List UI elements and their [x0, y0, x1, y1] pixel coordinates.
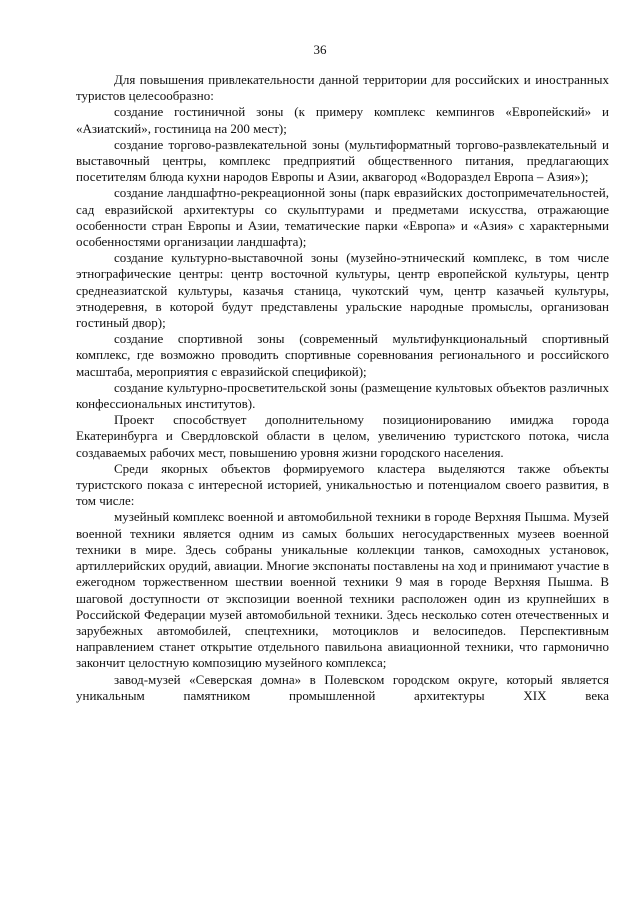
paragraph-anchor-objects: Среди якорных объектов формируемого кластера выделяются также объекты туристского показа с интересной историей, уникальностью и потенциалом своего развития, в том числе: [76, 460, 609, 509]
paragraph-entertainment-zone: создание торгово-развлекательной зоны (мультиформатный торгово-развлекательный и выставочный центры, комплекс предприятий общественного питания, предлагающих посетителям блюда кухни народов Европы и Азии, аквагород «Водораздел Европа – Азия»); [76, 136, 609, 185]
paragraph-intro: Для повышения привлекательности данной территории для российских и иностранных туристов целесообразно: [76, 72, 609, 104]
paragraph-education-zone: создание культурно-просветительской зоны (размещение культовых объектов различных конфессиональных институтов). [76, 379, 609, 412]
body-text [76, 72, 609, 704]
paragraph-hotel-zone: создание гостиничной зоны (к примеру комплекс кемпингов «Европейский» и «Азиатский», гостиница на 200 мест); [76, 104, 609, 136]
paragraph-cultural-zone: создание культурно-выставочной зоны (музейно-этнический комплекс, в том числе этнографические центры: центр восточной культуры, центр европейской культуры, центр среднеазиатской культуры, казачья станица, чукотский чум, центр казачьей культуры, этнодеревня, в которой будут представлены уральские народные промыслы, организован гостиный двор); [76, 250, 609, 331]
paragraph-project-impact: Проект способствует дополнительному позиционированию имиджа города Екатеринбурга и Свердловской области в целом, увеличению туристского потока, числа создаваемых рабочих мест, повышению уровня жизни городского населения. [76, 412, 609, 460]
paragraph-museum-complex: музейный комплекс военной и автомобильной техники в городе Верхняя Пышма. Музей военной техники является одним из самых больших негосударственных музеев военной техники в мире. Здесь собраны уникальные коллекции танков, самоходных установок, артиллерийских орудий, авиации. Многие экспонаты поставлены на ход и принимают участие в ежегодном торжественном шествии военной техники 9 мая в городе Верхняя Пышма. В шаговой доступности от экспозиции военной техники расположен один из крупнейших в Российской Федерации музей автомобильной техники. Здесь несколько сотен отечественных и зарубежных автомобилей, спецтехники, мотоциклов и велосипедов. Перспективным направлением станет открытие отдельного павильона авиационной техники, что гармонично закончит целостную композицию музейного комплекса; [76, 509, 609, 671]
paragraph-severskaya-domna: завод-музей «Северская домна» в Полевском городском округе, который является уникальным памятником промышленной архитектуры XIX века [76, 671, 609, 703]
page-number: 36 [313, 42, 327, 57]
paragraph-sports-zone: создание спортивной зоны (современный мультифункциональный спортивный комплекс, где возможно проводить спортивные соревнования регионального и российского масштаба, мероприятия с евразийской спецификой); [76, 331, 609, 379]
paragraph-landscape-zone: создание ландшафтно-рекреационной зоны (парк евразийских достопримечательностей, сад евразийской архитектуры со скульптурами и предметами искусства, отражающие особенности стран Европы и Азии, тематические парки «Европа» и «Азия» с характерными особенностями организации ландшафта); [76, 185, 609, 250]
